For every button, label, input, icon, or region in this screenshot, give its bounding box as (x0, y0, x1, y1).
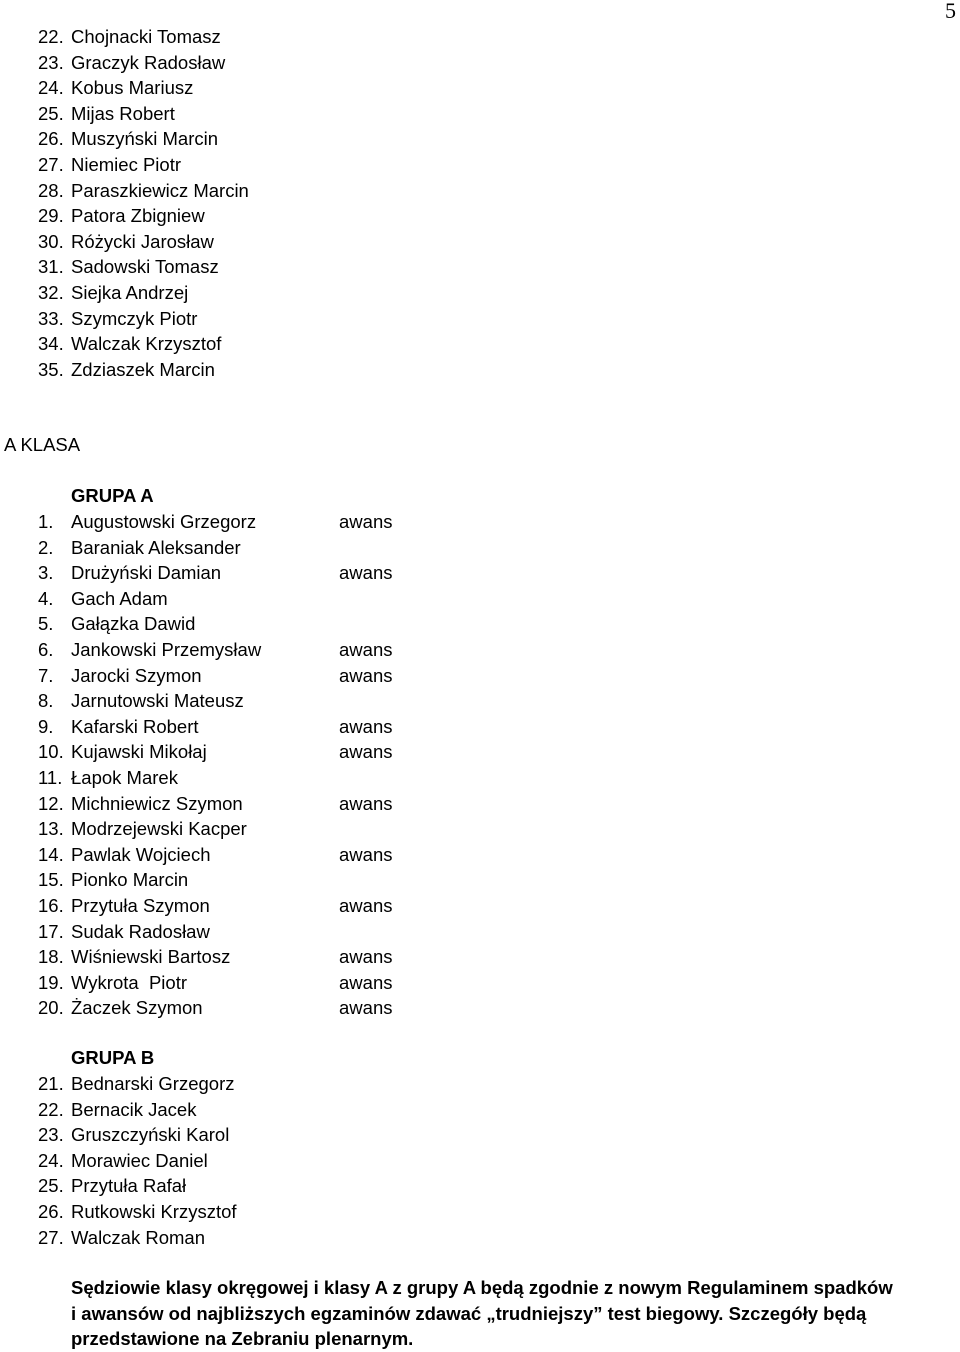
item-number: 35. (38, 358, 64, 380)
list-item (38, 152, 249, 178)
promotion-status: awans (339, 997, 393, 1019)
item-number: 23. (38, 51, 64, 73)
item-number: 22. (38, 26, 64, 47)
item-number: 27. (38, 1226, 64, 1248)
item-number: 25. (38, 1175, 64, 1197)
referee-name: Jarocki Szymon (71, 664, 202, 686)
promotion-status: awans (339, 971, 393, 993)
promotion-status: awans (339, 741, 393, 763)
referee-name: Morawiec Daniel (71, 1149, 208, 1171)
list-item (38, 126, 249, 152)
item-number: 32. (38, 281, 64, 303)
list-item (38, 867, 261, 893)
referee-name: Wykrota Piotr (71, 971, 187, 993)
list-item (38, 203, 249, 229)
list-item (38, 1071, 237, 1097)
referee-name: Żaczek Szymon (71, 997, 203, 1019)
list-item (38, 586, 261, 612)
referee-name: Gruszczyński Karol (71, 1124, 230, 1146)
item-number: 6. (38, 638, 54, 660)
list-item (38, 919, 261, 945)
item-number: 18. (38, 946, 64, 968)
item-number: 22. (38, 1098, 64, 1120)
list-item (38, 791, 393, 817)
list-item (38, 970, 393, 996)
item-number: 21. (38, 1073, 64, 1094)
list-item (38, 280, 249, 306)
referee-name: Gałązka Dawid (71, 613, 196, 635)
list-item (38, 893, 393, 919)
list-item (38, 714, 393, 740)
group-b-list (38, 1071, 237, 1250)
referee-name: Zdziaszek Marcin (71, 358, 215, 380)
item-number: 23. (38, 1124, 64, 1146)
item-number: 8. (38, 690, 54, 712)
promotion-status: awans (339, 946, 393, 968)
class-heading: A KLASA (4, 434, 81, 455)
item-number: 24. (38, 1149, 64, 1171)
list-item (38, 611, 261, 637)
promotion-status: awans (339, 843, 393, 865)
referee-name: Chojnacki Tomasz (71, 26, 221, 47)
item-number: 4. (38, 587, 54, 609)
list-item (38, 357, 249, 383)
referee-name: Wiśniewski Bartosz (71, 946, 231, 968)
item-number: 15. (38, 869, 64, 891)
item-number: 13. (38, 818, 64, 840)
promotion-status: awans (339, 638, 393, 660)
item-number: 34. (38, 333, 64, 355)
item-number: 2. (38, 536, 54, 558)
item-number: 11. (38, 766, 63, 788)
item-number: 7. (38, 664, 54, 686)
referee-name: Sudak Radosław (71, 920, 210, 942)
referee-name: Łapok Marek (71, 766, 178, 788)
item-number: 24. (38, 77, 64, 99)
list-item (38, 509, 393, 535)
referee-name: Siejka Andrzej (71, 281, 189, 303)
item-number: 26. (38, 1200, 64, 1222)
list-item (38, 1122, 237, 1148)
referee-name: Przytuła Rafał (71, 1175, 187, 1197)
referee-name: Przytuła Szymon (71, 894, 210, 916)
list-item (38, 1148, 237, 1174)
group-b-heading: GRUPA B (71, 1047, 155, 1068)
list-item (38, 254, 249, 280)
list-item (38, 842, 393, 868)
item-number: 28. (38, 179, 64, 201)
list-item (38, 331, 249, 357)
list-item (38, 178, 249, 204)
promotion-status: awans (339, 562, 393, 584)
group-a-list (38, 509, 393, 1021)
list-item (38, 816, 261, 842)
list-item (38, 688, 261, 714)
item-number: 14. (38, 843, 64, 865)
list-item (38, 1097, 237, 1123)
item-number: 12. (38, 792, 64, 814)
list-item (38, 765, 261, 791)
list-item (38, 229, 249, 255)
item-number: 19. (38, 971, 64, 993)
item-number: 27. (38, 153, 64, 175)
group-a-heading: GRUPA A (71, 485, 154, 506)
note-paragraph: Sędziowie klasy okręgowej i klasy A z grupy A będą zgodnie z nowym Regulaminem spadków i awansów od najbliższych egzaminów zdawać „trudniejszy” test biegowy. Szczegóły będą przedstawione na Zebraniu plenarnym. (71, 1277, 893, 1350)
item-number: 26. (38, 128, 64, 150)
list-item (38, 663, 393, 689)
referee-name: Różycki Jarosław (71, 230, 214, 252)
item-number: 30. (38, 230, 64, 252)
referee-name: Walczak Roman (71, 1226, 205, 1248)
list-item (38, 944, 393, 970)
referee-name: Baraniak Aleksander (71, 536, 241, 558)
list-item (38, 535, 261, 561)
referee-name: Muszyński Marcin (71, 128, 218, 150)
referee-name: Michniewicz Szymon (71, 792, 243, 814)
list-item (38, 24, 249, 50)
item-number: 20. (38, 997, 64, 1019)
list-item (38, 560, 393, 586)
referee-name: Sadowski Tomasz (71, 256, 219, 278)
referee-name: Mijas Robert (71, 102, 175, 124)
referee-name: Walczak Krzysztof (71, 333, 222, 355)
item-number: 10. (38, 741, 64, 763)
referee-name: Kobus Mariusz (71, 77, 194, 99)
referee-name: Paraszkiewicz Marcin (71, 179, 249, 201)
referee-name: Pawlak Wojciech (71, 843, 211, 865)
referee-name: Pionko Marcin (71, 869, 189, 891)
item-number: 5. (38, 613, 54, 635)
referee-name: Drużyński Damian (71, 562, 222, 584)
list-item (38, 50, 249, 76)
promotion-status: awans (339, 511, 393, 532)
item-number: 9. (38, 715, 54, 737)
item-number: 17. (38, 920, 64, 942)
referee-list-top (38, 24, 249, 382)
list-item (38, 1173, 237, 1199)
promotion-status: awans (339, 715, 393, 737)
promotion-status: awans (339, 792, 393, 814)
referee-name: Rutkowski Krzysztof (71, 1200, 237, 1222)
item-number: 16. (38, 894, 64, 916)
page-number: 5 (945, 0, 956, 23)
referee-name: Bernacik Jacek (71, 1098, 197, 1120)
referee-name: Augustowski Grzegorz (71, 511, 257, 532)
referee-name: Graczyk Radosław (71, 51, 226, 73)
item-number: 1. (38, 511, 54, 532)
item-number: 31. (38, 256, 64, 278)
referee-name: Modrzejewski Kacper (71, 818, 247, 840)
list-item (38, 739, 393, 765)
referee-name: Jarnutowski Mateusz (71, 690, 244, 712)
referee-name: Jankowski Przemysław (71, 638, 262, 660)
referee-name: Bednarski Grzegorz (71, 1073, 235, 1094)
item-number: 3. (38, 562, 54, 584)
item-number: 25. (38, 102, 64, 124)
referee-name: Kafarski Robert (71, 715, 199, 737)
list-item (38, 1199, 237, 1225)
item-number: 33. (38, 307, 64, 329)
list-item (38, 995, 393, 1021)
promotion-status: awans (339, 664, 393, 686)
referee-name: Szymczyk Piotr (71, 307, 198, 329)
referee-name: Niemiec Piotr (71, 153, 181, 175)
referee-name: Kujawski Mikołaj (71, 741, 207, 763)
list-item (38, 1225, 237, 1251)
referee-name: Patora Zbigniew (71, 205, 205, 227)
list-item (38, 75, 249, 101)
promotion-status: awans (339, 894, 393, 916)
list-item (38, 637, 393, 663)
list-item (38, 306, 249, 332)
item-number: 29. (38, 205, 64, 227)
referee-name: Gach Adam (71, 587, 168, 609)
list-item (38, 101, 249, 127)
